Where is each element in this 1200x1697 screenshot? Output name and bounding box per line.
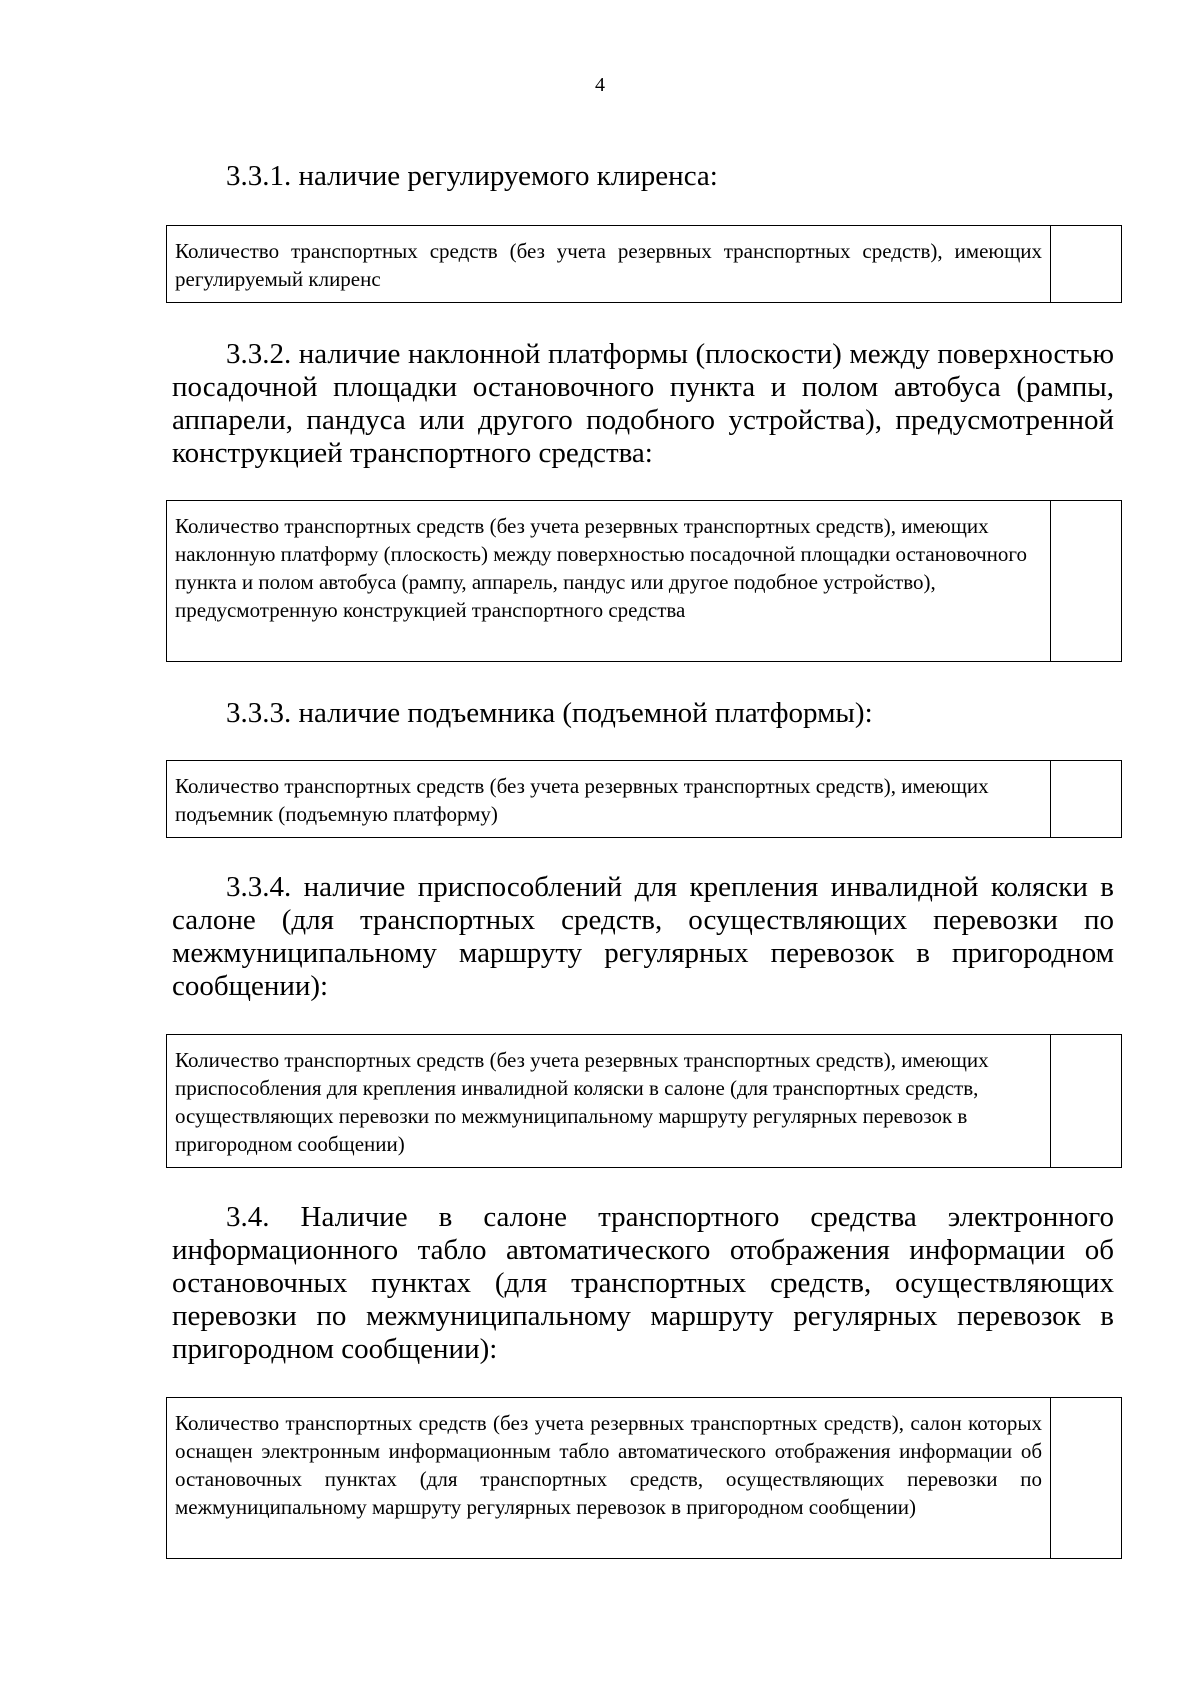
data-table-3-3-4 xyxy=(166,1034,1122,1168)
table-cell-value[interactable] xyxy=(1051,501,1121,661)
table-cell-description: Количество транспортных средств (без учета резервных транспортных средств), имеющих регулируемый клиренс xyxy=(167,226,1051,302)
section-heading-3-3-1: 3.3.1. наличие регулируемого клиренса: xyxy=(226,160,718,192)
section-heading-3-3-3: 3.3.3. наличие подъемника (подъемной платформы): xyxy=(226,697,873,729)
table-cell-description: Количество транспортных средств (без учета резервных транспортных средств), имеющих приспособления для крепления инвалидной коляски в салоне (для транспортных средств, осуществляющих перевозки по межмуниципальному маршруту регулярных перевозок в пригородном сообщении) xyxy=(167,1035,1051,1167)
section-heading-3-3-4: 3.3.4. наличие приспособлений для крепления инвалидной коляски в салоне (для транспортных средств, осуществляющих перевозки по межмуниципальному маршруту регулярных перевозок в пригородном сообщении): xyxy=(172,871,1114,1002)
data-table-3-3-2 xyxy=(166,500,1122,662)
table-cell-value[interactable] xyxy=(1051,226,1121,302)
table-cell-value[interactable] xyxy=(1051,1035,1121,1167)
table-cell-value[interactable] xyxy=(1051,761,1121,837)
table-cell-description: Количество транспортных средств (без учета резервных транспортных средств), имеющих подъемник (подъемную платформу) xyxy=(167,761,1051,837)
section-heading-3-3-2: 3.3.2. наличие наклонной платформы (плоскости) между поверхностью посадочной площадки остановочного пункта и полом автобуса (рампы, аппарели, пандуса или другого подобного устройства), предусмотренной конструкцией транспортного средства: xyxy=(172,338,1114,469)
table-cell-description: Количество транспортных средств (без учета резервных транспортных средств), салон которых оснащен электронным информационным табло автоматического отображения информации об остановочных пунктах (для транспортных средств, осуществляющих перевозки по межмуниципальному маршруту регулярных перевозок в пригородном сообщении) xyxy=(167,1398,1051,1558)
table-cell-value[interactable] xyxy=(1051,1398,1121,1558)
page-number: 4 xyxy=(595,74,605,96)
data-table-3-3-1 xyxy=(166,225,1122,303)
data-table-3-3-3 xyxy=(166,760,1122,838)
section-heading-3-4: 3.4. Наличие в салоне транспортного средства электронного информационного табло автоматического отображения информации об остановочных пунктах (для транспортных средств, осуществляющих перевозки по межмуниципальному маршруту регулярных перевозок в пригородном сообщении): xyxy=(172,1201,1114,1365)
data-table-3-4 xyxy=(166,1397,1122,1559)
table-cell-description: Количество транспортных средств (без учета резервных транспортных средств), имеющих наклонную платформу (плоскость) между поверхностью посадочной площадки остановочного пункта и полом автобуса (рампу, аппарель, пандус или другое подобное устройство), предусмотренную конструкцией транспортного средства xyxy=(167,501,1051,661)
